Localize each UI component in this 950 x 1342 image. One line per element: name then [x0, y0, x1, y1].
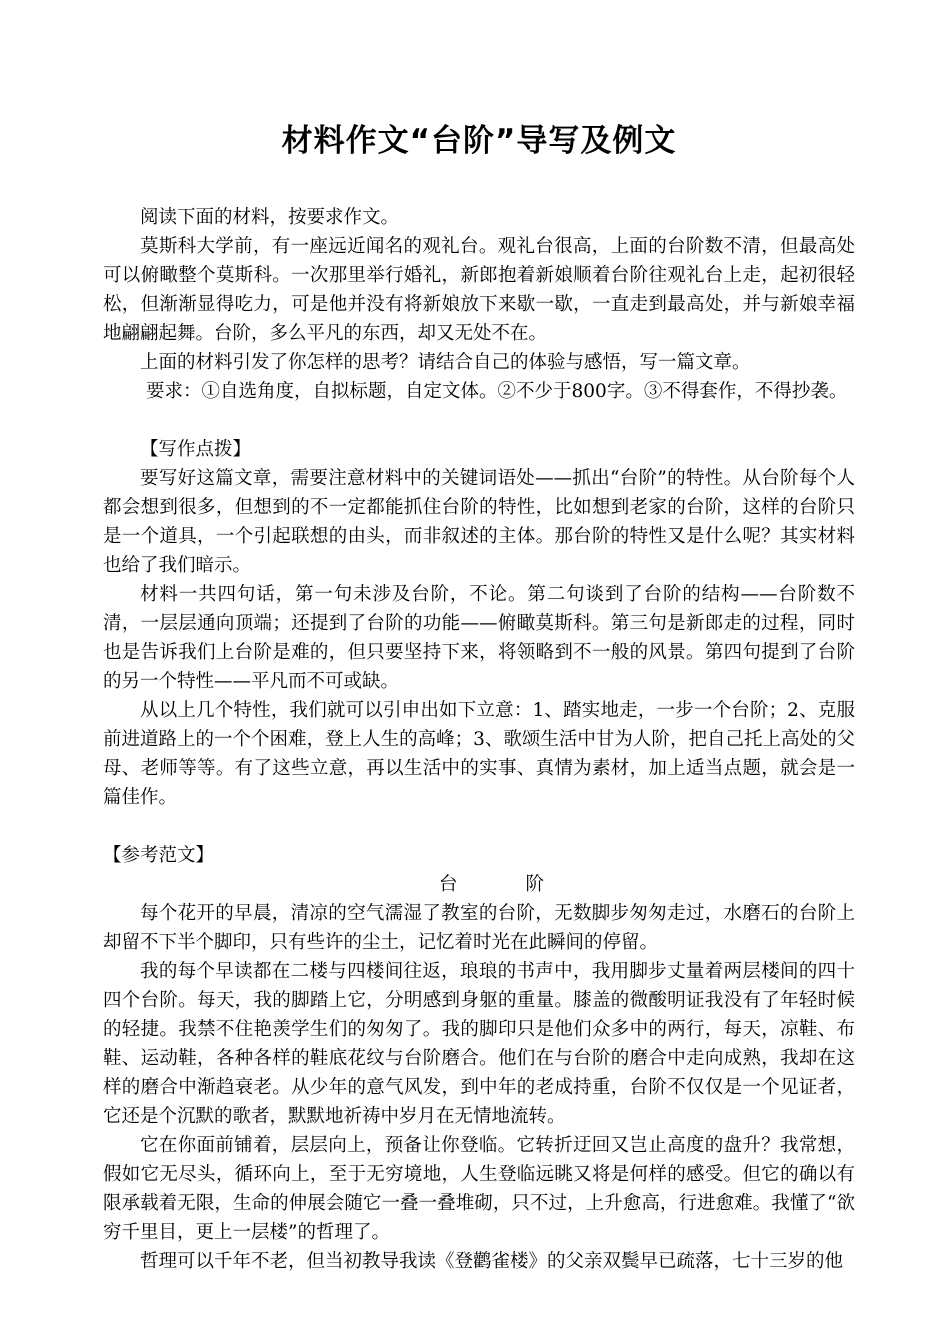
prompt-requirements: 要求：①自选角度，自拟标题，自定文体。②不少于800字。③不得套作，不得抄袭。	[146, 381, 848, 402]
guide-paragraph: 从以上几个特性，我们就可以引申出如下立意：1、踏实地走，一步一个台阶；2、克服前进道路上的一个个困难，登上人生的高峰；3、歌颂生活中甘为人阶，把自己托上高处的父母、老师等等。有了这些立意，再以生活中的实事、真情为素材，加上适当点题，就会是一篇佳作。	[103, 700, 855, 808]
spacer	[103, 406, 855, 435]
document-title: 材料作文“台阶”导写及例文	[281, 122, 677, 159]
prompt-material: 莫斯科大学前，有一座远近闻名的观礼台。观礼台很高，上面的台阶数不清，但最高处可以俯瞰整个莫斯科。一次那里举行婚礼，新郎抱着新娘顺着台阶往观礼台上走，起初很轻松，但渐渐显得吃力，可是他并没有将新娘放下来歇一歇，一直走到最高处，并与新娘幸福地翩翩起舞。台阶，多么平凡的东西，却又无处不在。	[103, 236, 855, 344]
essay-paragraph: 我的每个早读都在二楼与四楼间往返，琅琅的书声中，我用脚步丈量着两层楼间的四十四个台阶。每天，我的脚踏上它，分明感到身躯的重量。膝盖的微酸明证我没有了年轻时候的轻捷。我禁不住艳羡学生们的匆匆了。我的脚印只是他们众多中的两行，每天，凉鞋、布鞋、运动鞋，各种各样的鞋底花纹与台阶磨合。他们在与台阶的磨合中走向成熟，我却在这样的磨合中渐趋衰老。从少年的意气风发，到中年的老成持重，台阶不仅仅是一个见证者，它还是个沉默的歌者，默默地祈祷中岁月在无情地流转。	[103, 961, 855, 1127]
guide-paragraph: 材料一共四句话，第一句未涉及台阶，不论。第二句谈到了台阶的结构——台阶数不清，一层层通向顶端；还提到了台阶的功能——俯瞰莫斯科。第三句是新郎走的过程，同时也是告诉我们上台阶是难的，但只要坚持下来，将领略到不一般的风景。第四句提到了台阶的另一个特性——平凡而不可或缺。	[103, 584, 855, 692]
essay-heading: 【参考范文】	[103, 845, 215, 866]
essay-paragraph: 它在你面前铺着，层层向上，预备让你登临。它转折迂回又岂止高度的盘升？我常想，假如它无尽头，循环向上，至于无穷境地，人生登临远眺又将是何样的感受。但它的确以有限承载着无限，生命的伸展会随它一叠一叠堆砌，只不过，上升愈高，行进愈难。我懂了“欲穷千里目，更上一层楼”的哲理了。	[103, 1135, 855, 1243]
spacer	[103, 812, 855, 841]
essay-title-char: 阶	[525, 874, 545, 895]
guide-heading: 【写作点拨】	[140, 439, 252, 460]
prompt-question: 上面的材料引发了你怎样的思考？请结合自己的体验与感悟，写一篇文章。	[140, 352, 751, 373]
guide-paragraph: 要写好这篇文章，需要注意材料中的关键词语处——抓出“台阶”的特性。从台阶每个人都会想到很多，但想到的不一定都能抓住台阶的特性，比如想到老家的台阶，这样的台阶只是一个道具，一个引起联想的由头，而非叙述的主体。那台阶的特性又是什么呢？其实材料也给了我们暗示。	[103, 468, 855, 576]
essay-paragraph: 哲理可以千年不老，但当初教导我读《登鹳雀楼》的父亲双鬓早已疏落，七十三岁的他	[140, 1251, 844, 1272]
document-body	[103, 203, 855, 1276]
essay-title	[103, 870, 855, 899]
prompt-intro: 阅读下面的材料，按要求作文。	[140, 207, 400, 228]
essay-title-char: 台	[439, 874, 458, 895]
essay-paragraph: 每个花开的早晨，清凉的空气濡湿了教室的台阶，无数脚步匆匆走过，水磨石的台阶上却留不下半个脚印，只有些许的尘土，记忆着时光在此瞬间的停留。	[103, 903, 855, 953]
